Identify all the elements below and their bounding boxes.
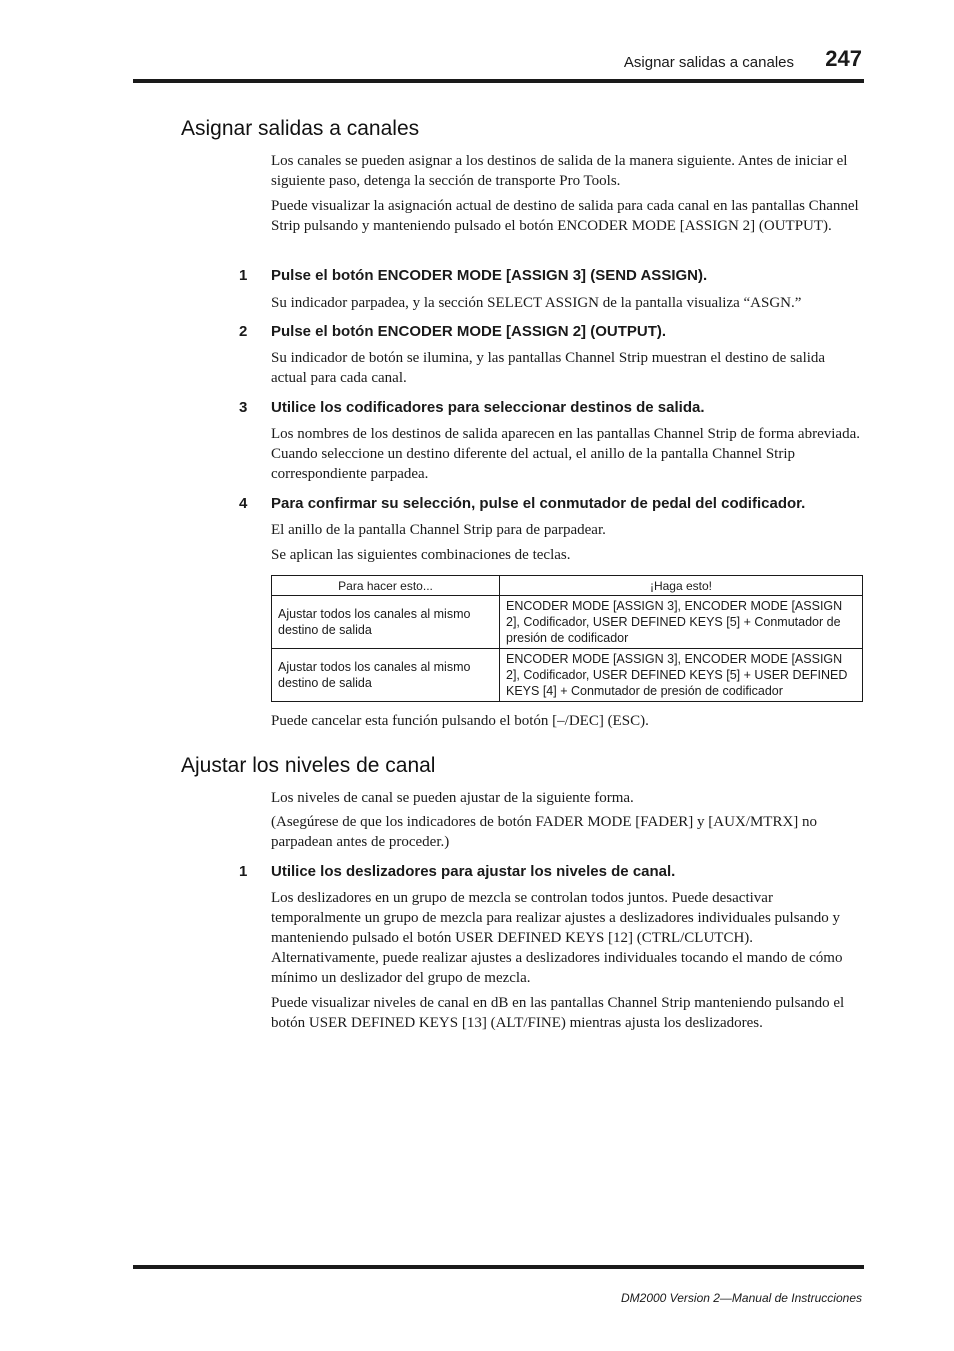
key-combination-table <box>271 575 863 702</box>
step-title: Pulse el botón ENCODER MODE [ASSIGN 2] (OUTPUT). <box>271 323 667 340</box>
step-number: 1 <box>239 267 248 284</box>
step-title: Utilice los codificadores para seleccionar destinos de salida. <box>271 399 705 416</box>
step-title: Para confirmar su selección, pulse el conmutador de pedal del codificador. <box>271 495 806 512</box>
step-body: Su indicador de botón se ilumina, y las pantallas Channel Strip muestran el destino de salida actual para cada canal. <box>271 350 826 386</box>
table-row <box>272 596 863 649</box>
page-number: 247 <box>825 46 862 71</box>
footer-text: DM2000 Version 2—Manual de Instrucciones <box>620 1291 862 1305</box>
intro-paragraph-1: Los niveles de canal se pueden ajustar de la siguiente forma. <box>271 790 634 806</box>
intro-paragraph-2: Puede visualizar la asignación actual de destino de salida para cada canal en las pantallas Channel Strip pulsando y manteniendo pulsado el botón ENCODER MODE [ASSIGN 2] (OUTPUT). <box>271 198 859 234</box>
step-body: Su indicador parpadea, y la sección SELECT ASSIGN de la pantalla visualiza “ASGN.” <box>271 295 802 311</box>
step-number: 3 <box>239 399 248 416</box>
step-body-extra: Puede visualizar niveles de canal en dB en las pantallas Channel Strip manteniendo pulsando el botón USER DEFINED KEYS [13] (ALT/FINE) mientras ajusta los deslizadores. <box>271 995 845 1031</box>
step-body-extra: Se aplican las siguientes combinaciones de teclas. <box>271 547 571 563</box>
table-cell: Ajustar todos los canales al mismo destino de salida <box>272 596 500 649</box>
intro-paragraph-1: Los canales se pueden asignar a los destinos de salida de la manera siguiente. Antes de iniciar el siguiente paso, detenga la sección de transporte Pro Tools. <box>271 153 848 189</box>
intro-paragraph-2: (Asegúrese de que los indicadores de botón FADER MODE [FADER] y [AUX/MTRX] no parpadean antes de proceder.) <box>271 814 818 850</box>
table-header-row <box>272 576 863 596</box>
header-rule <box>133 79 864 83</box>
step-body: El anillo de la pantalla Channel Strip para de parpadear. <box>271 522 606 538</box>
running-header-title: Asignar salidas a canales <box>623 54 794 71</box>
footer-rule <box>133 1265 864 1269</box>
table-cell: ENCODER MODE [ASSIGN 3], ENCODER MODE [ASSIGN 2], Codificador, USER DEFINED KEYS [5] + Conmutador de presión de codificador <box>500 596 863 649</box>
step-body: Los nombres de los destinos de salida aparecen en las pantallas Channel Strip de forma abreviada. Cuando seleccione un destino diferente del actual, el anillo de la pantalla Channel Strip correspondiente parpadea. <box>271 426 860 482</box>
table-header-cell: ¡Haga esto! <box>500 576 863 596</box>
step-number: 1 <box>239 863 248 880</box>
table-row <box>272 649 863 702</box>
table-cell: ENCODER MODE [ASSIGN 3], ENCODER MODE [ASSIGN 2], Codificador, USER DEFINED KEYS [5] + USER DEFINED KEYS [4] + Conmutador de presión de codificador <box>500 649 863 702</box>
step-number: 4 <box>239 495 248 512</box>
section-heading-asignar-salidas: Asignar salidas a canales <box>181 117 420 140</box>
step-body: Los deslizadores en un grupo de mezcla se controlan todos juntos. Puede desactivar temporalmente un grupo de mezcla para realizar ajustes a deslizadores individuales pulsando y manteniendo pulsado el botón USER DEFINED KEYS [12] (CTRL/CLUTCH). Alternativamente, puede realizar ajustes a deslizadores individuales tocando el mando de cómo mínimo un deslizador del grupo de mezcla. <box>271 890 843 986</box>
section-heading-ajustar-niveles: Ajustar los niveles de canal <box>181 754 436 777</box>
step-title: Pulse el botón ENCODER MODE [ASSIGN 3] (SEND ASSIGN). <box>271 267 708 284</box>
step-number: 2 <box>239 323 248 340</box>
after-table-note: Puede cancelar esta función pulsando el botón [–/DEC] (ESC). <box>271 713 649 729</box>
table-header-cell: Para hacer esto... <box>272 576 500 596</box>
step-title: Utilice los deslizadores para ajustar los niveles de canal. <box>271 863 676 880</box>
table-cell: Ajustar todos los canales al mismo destino de salida <box>272 649 500 702</box>
